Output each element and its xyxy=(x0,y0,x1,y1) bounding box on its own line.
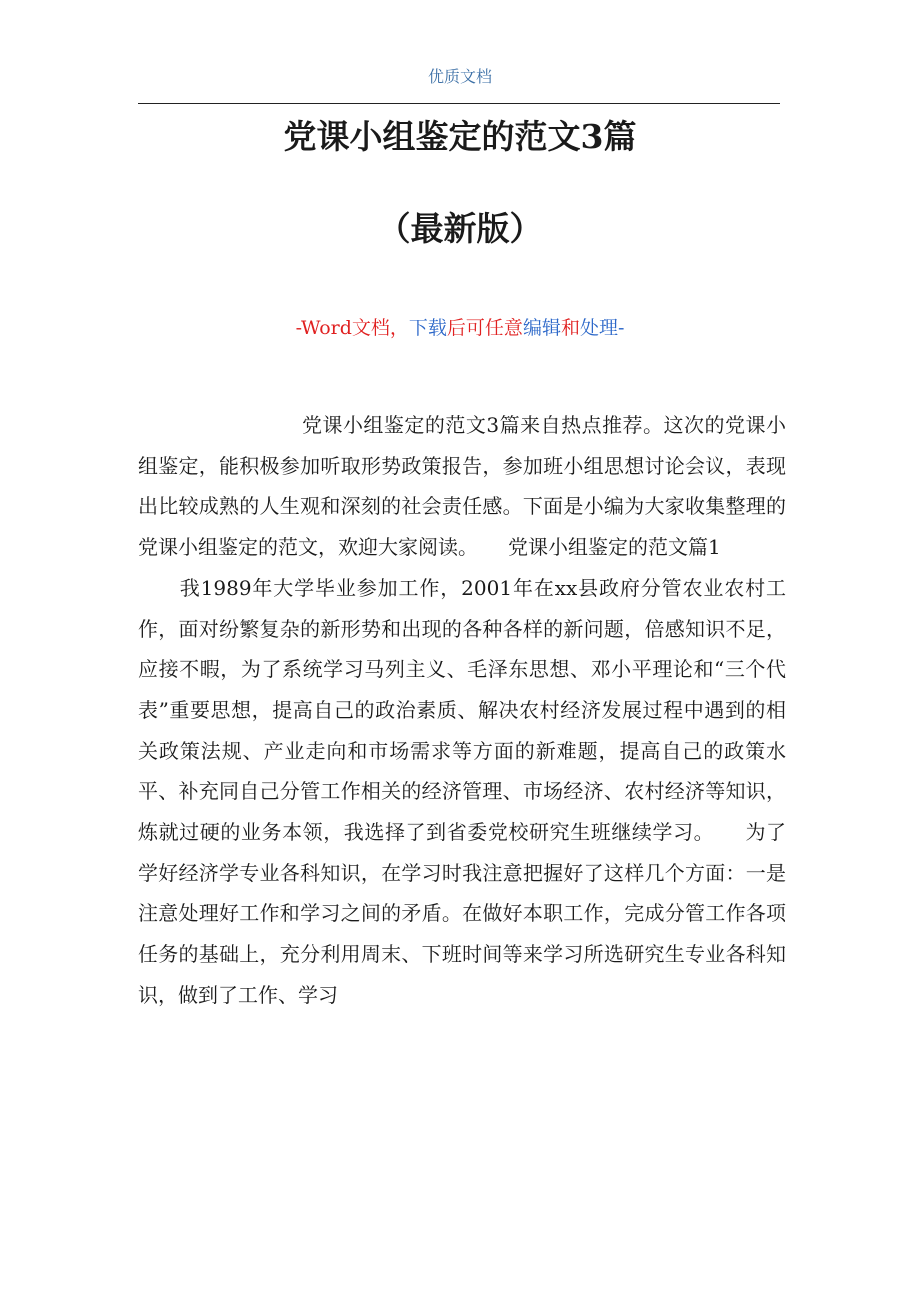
intro-indent xyxy=(138,413,302,437)
intro-text: 党课小组鉴定的范文3篇来自热点推荐。这次的党课小组鉴定，能积极参加听取形势政策报告，参加班小组思想讨论会议，表现出比较成熟的人生观和深刻的社会责任感。下面是小编为大家收集整理的党课小组鉴定的范文，欢迎大家阅读。 xyxy=(138,413,787,560)
tagline xyxy=(0,312,920,344)
p1-text: 我1989年大学毕业参加工作，2001年在xx县政府分管农业农村工作，面对纷繁复杂的新形势和出现的各种各样的新问题，倍感知识不足，应接不暇，为了系统学习马列主义、毛泽东思想、邓小平理论和“三个代表”重要思想，提高自己的政治素质、解决农村经济发展过程中遇到的相关政策法规、产业走向和市场需求等方面的新难题，提高自己的政策水平、补充同自己分管工作相关的经济管理、市场经济、农村经济等知识，炼就过硬的业务本领，我选择了到省委党校研究生班继续学习。 xyxy=(138,575,787,845)
document-subtitle: （最新版） xyxy=(377,209,543,248)
header-divider xyxy=(138,103,780,104)
paragraph-intro xyxy=(138,405,786,568)
p2-text: 为了学好经济学专业各科知识，在学习时我注意把握好了这样几个方面：一是注意处理好工作和学习之间的矛盾。在做好本职工作，完成分管工作各项任务的基础上，充分利用周末、下班时间等来学习所选研究生专业各科知识，做到了工作、学习 xyxy=(138,820,787,1007)
p1-indent xyxy=(138,576,180,600)
section-heading-1: 党课小组鉴定的范文篇1 xyxy=(508,535,721,560)
tagline-part-1: -Word文档， xyxy=(295,317,409,339)
intro-gap xyxy=(468,535,508,559)
tagline-part-6: 处理- xyxy=(579,317,625,339)
tagline-part-2: 下载 xyxy=(408,317,447,339)
body-text xyxy=(138,405,786,1016)
tagline-part-4: 编辑 xyxy=(522,317,561,339)
p1-gap xyxy=(704,820,745,844)
paragraph-1 xyxy=(138,568,786,1016)
tagline-part-3: 后可任意 xyxy=(446,317,523,339)
tagline-part-5: 和 xyxy=(560,317,580,339)
document-title: 党课小组鉴定的范文3篇 xyxy=(283,117,637,156)
header-label: 优质文档 xyxy=(427,67,492,86)
